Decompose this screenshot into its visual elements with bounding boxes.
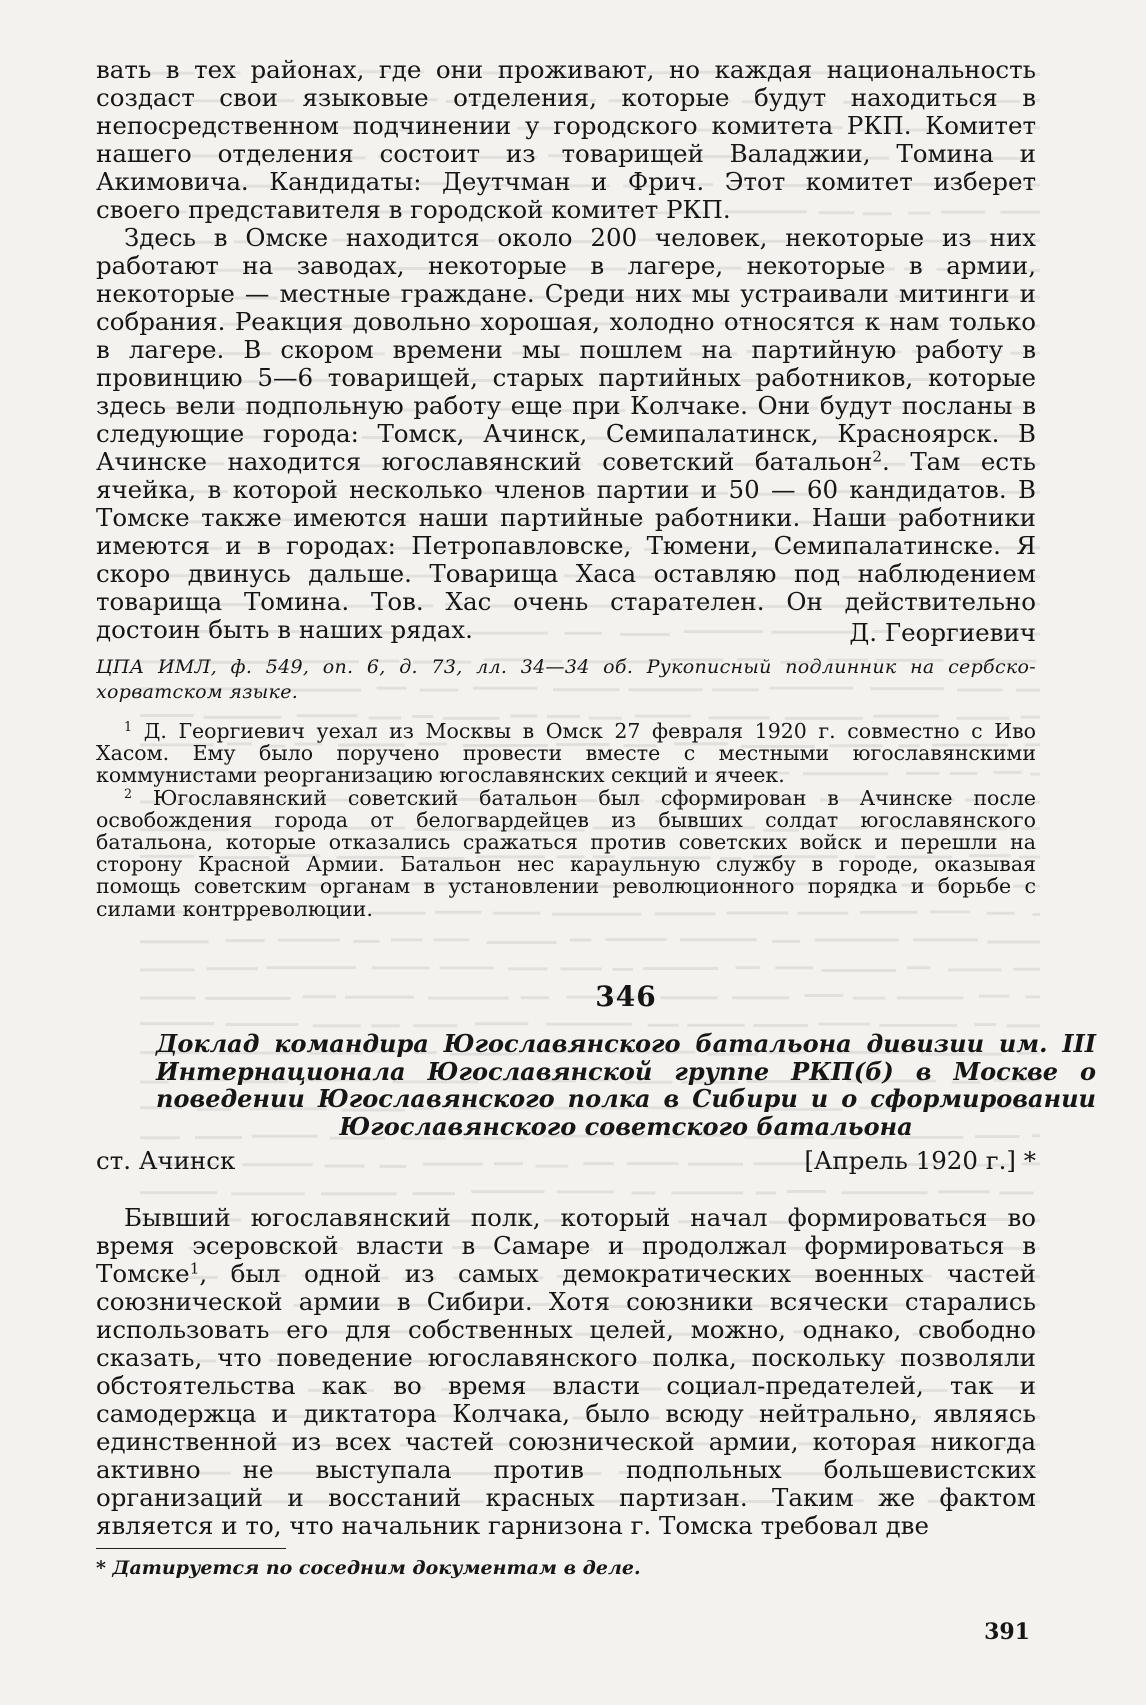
report-footnote-ref-1: 1 bbox=[189, 1259, 200, 1278]
report-text-part1: Бывший югославянский полк, который начал формироваться во время эсеровской власти в Самаре и продолжал формироваться в Томске bbox=[96, 1203, 1036, 1288]
show-through-stroke bbox=[1039, 409, 1040, 412]
footnote-1-mark: 1 bbox=[124, 719, 133, 735]
report-text-part2: , был одной из самых демократических военных частей союзнической армии в Сибири. Хотя союзники всячески старались использовать его для собственных целей, можно, однако, свободно сказать, что поведение югославянского полка, поскольку позволяли обстоятельства как во время власти социал-предателей, так и самодержца и диктатора Колчака, было всюду нейтрально, являясь единственной из всех частей союзнической армии, которая никогда активно не выступала против подпольных большевистских организаций и восстаний красных партизан. Таким же фактом является и то, что начальник гарнизона г. Томска требовал две bbox=[96, 1259, 1036, 1540]
footnote-separator-rule bbox=[96, 1548, 286, 1549]
footnote-1-text: Д. Георгиевич уехал из Москвы в Омск 27 февраля 1920 г. совместно с Иво Хасом. Ему было поручено провести вместе с местными югославянскими коммунистами реорганизацию югославянских секций и ячеек. bbox=[96, 719, 1036, 788]
footnote-ref-2: 2 bbox=[872, 447, 883, 466]
place-date-line bbox=[96, 1146, 1036, 1176]
document-place: ст. Ачинск bbox=[96, 1146, 236, 1175]
document-number: 346 bbox=[595, 980, 657, 1013]
upper-document bbox=[96, 56, 1036, 644]
paragraph-continuation: вать в тех районах, где они проживают, но каждая национальность создаст свои языковые отделения, которые будут находиться в непосредственном подчинении у городского комитета РКП. Комитет нашего отделения состоит из товарищей Валаджии, Томина и Акимовича. Кандидаты: Деутчман и Фрич. Этот комитет изберет своего представителя в городской комитет РКП. bbox=[96, 55, 1036, 224]
paragraph-omsk-part2: Там есть ячейка, в которой несколько членов партии и 50 — 60 кандидатов. В Томске также имеются наши партийные работники. Наши работники имеются и в городах: Петропавловске, Тюмени, Семипалатинске. Я скоро двинусь дальше. Товарища Хаса оставляю под наблюдением товарища Томина. Тов. Хас очень старателен. Он действительно достоин быть в наших рядах. bbox=[96, 447, 1036, 644]
document-date: [Апрель 1920 г.] * bbox=[804, 1146, 1036, 1175]
footnote-2-text: Югославянский советский батальон был сформирован в Ачинске после освобождения города от белогвардейцев из бывших солдат югославянского батальона, которые отказались сражаться против советских войск и перешли на сторону Красной Армии. Батальон нес караульную службу в городе, оказывая помощь советским органам в установлении революционного порядка и борьбе с силами контрреволюции. bbox=[96, 785, 1036, 921]
paragraph-omsk-part1: Здесь в Омске находится около 200 человек, некоторые из них работают на заводах, некоторые в лагере, некоторые в армии, некоторые — местные граждане. Среди них мы устраивали митинги и собрания. Реакция довольно хорошая, холодно относятся к нам только в лагере. В скором времени мы пошлем на партийную работу в провинцию 5—6 товарищей, старых партийных работников, которые здесь вели подпольную работу еще при Колчаке. Они будут посланы в следующие города: Томск, Ачинск, Семипалатинск, Красноярск. В Ачинске находится югославянский советский батальон bbox=[96, 223, 1036, 476]
footnote-2 bbox=[96, 787, 1036, 920]
archive-reference: ЦПА ИМЛ, ф. 549, оп. 6, д. 73, лл. 34—34 об. Рукописный подлинник на сербско-хорватском языке. bbox=[96, 656, 1036, 703]
footnote-1 bbox=[96, 720, 1036, 787]
report-paragraph bbox=[96, 1204, 1036, 1540]
paragraph-omsk: Здесь в Омске находится около 200 человек, некоторые из них работают на заводах, некоторые в лагере, некоторые в армии, некоторые — местные граждане. Среди них мы устраивали митинги и собрания. Реакция довольно хорошая, холодно относятся к нам только в лагере. В скором времени мы пошлем на партийную работу в провинцию 5—6 товарищей, старых партийных работников, которые здесь вели подпольную работу еще при Колчаке. Они будут посланы в следующие города: Томск, Ачинск, Семипалатинск, Красноярск. В Ачинске находится югославянский советский батальон$^2$. Там есть ячейка, в которой несколько членов партии и 50 — 60 кандидатов. В Томске также имеются наши партийные работники. Наши работники имеются и в городах: Петропавловске, Тюмени, Семипалатинске. Я скоро двинусь дальше. Товарища Хаса оставляю под наблюдением товарища Томина. Тов. Хас очень старателен. Он действительно достоин быть в наших рядах. bbox=[96, 223, 1036, 644]
book-page bbox=[96, 55, 1096, 1676]
footnotes bbox=[96, 720, 1036, 920]
page-number: 391 bbox=[984, 1619, 1030, 1645]
star-footnote: * Датируется по соседним документам в деле. bbox=[96, 1557, 641, 1579]
report-body bbox=[96, 1204, 1036, 1540]
footnote-2-mark: 2 bbox=[124, 785, 133, 801]
signature: Д. Георгиевич bbox=[849, 618, 1036, 647]
document-title: Доклад командира Югославянского батальона дивизии им. III Интернационала Югославянской группе РКП(б) в Москве о поведении Югославянского полка в Сибири и о сформировании Югославянского советского батальона bbox=[156, 1029, 1096, 1141]
